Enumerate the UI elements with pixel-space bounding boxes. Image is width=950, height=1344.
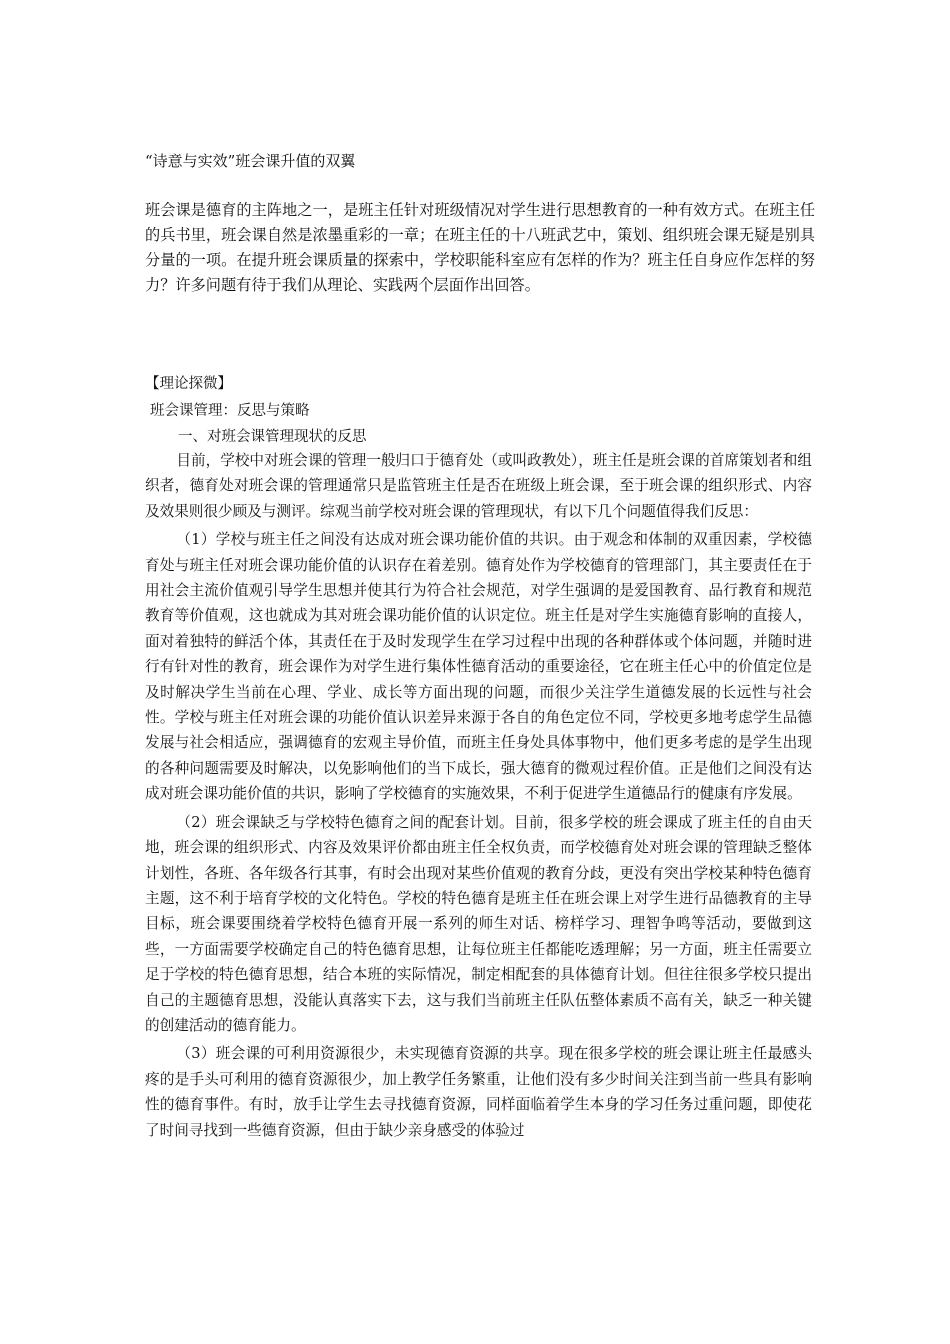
- section-subtitle: 班会课管理：反思与策略: [150, 403, 310, 419]
- body-paragraph: （2）班会课缺乏与学校特色德育之间的配套计划。目前，很多学校的班会课成了班主任的自由天地，班会课的组织形式、内容及效果评价都由班主任全权负责，而学校德育处对班会课的管理缺乏整体计划性，各班、各年级各行其事，有时会出现对某些价值观的教育分歧，更没有突出学校某种特色德育主题，这不利于培育学校的文化特色。学校的特色德育是班主任在班会课上对学生进行品德教育的主导目标，班会课要围绕着学校特色德育开展一系列的师生对话、榜样学习、理智争鸣等活动，要做到这些，一方面需要学校确定自己的特色德育思想，让每位班主任都能吃透理解；另一方面，班主任需要立足于学校的特色德育思想，结合本班的实际情况，制定相配套的具体德育计划。但往往很多学校只提出自己的主题德育思想，没能认真落实下去，这与我们当前班主任队伍整体素质不高有关，缺乏一种关键的创建活动的德育能力。: [145, 813, 812, 1034]
- document-title: “诗意与实效”班会课升值的双翼: [145, 152, 356, 170]
- body-paragraph: （3）班会课的可利用资源很少，未实现德育资源的共享。现在很多学校的班会课让班主任最感头疼的是手头可利用的德育资源很少，加上教学任务繁重，让他们没有多少时间关注到当前一些具有影响性的德育事件。有时，放手让学生去寻找德育资源，同样面临着学生本身的学习任务过重问题，即使花了时间寻找到一些德育资源，但由于缺少亲身感受的体验过: [145, 1045, 812, 1139]
- section-heading: 一、对班会课管理现状的反思: [178, 429, 367, 445]
- section-tag: 【理论探微】: [145, 376, 232, 392]
- body-paragraph: 目前，学校中对班会课的管理一般归口于德育处（或叫政教处），班主任是班会课的首席策划者和组织者，德育处对班会课的管理通常只是监管班主任是否在班级上班会课，至于班会课的组织形式、内容及效果则很少顾及与测评。综观当前学校对班会课的管理现状，有以下几个问题值得我们反思：: [145, 452, 812, 520]
- intro-paragraph: 班会课是德育的主阵地之一，是班主任针对班级情况对学生进行思想教育的一种有效方式。在班主任的兵书里，班会课自然是浓墨重彩的一章；在班主任的十八班武艺中，策划、组织班会课无疑是别具分量的一项。在提升班会课质量的探索中，学校职能科室应有怎样的作为？班主任自身应作怎样的努力？许多问题有待于我们从理论、实践两个层面作出回答。: [145, 201, 815, 294]
- intro-section: [145, 198, 815, 298]
- body-text: [145, 448, 812, 1143]
- body-paragraph: （1）学校与班主任之间没有达成对班会课功能价值的共识。由于观念和体制的双重因素，学校德育处与班主任对班会课功能价值的认识存在着差别。德育处作为学校德育的管理部门，其主要责任在于用社会主流价值观引导学生思想并使其行为符合社会规范，对学生强调的是爱国教育、品行教育和规范教育等价值观，这也就成为其对班会课功能价值的认识定位。班主任是对学生实施德育影响的直接人，面对着独特的鲜活个体，其责任在于及时发现学生在学习过程中出现的各种群体或个体问题，并随时进行有针对性的教育，班会课作为对学生进行集体性德育活动的重要途径，它在班主任心中的价值定位是及时解决学生当前在心理、学业、成长等方面出现的问题，而很少关注学生道德发展的长远性与社会性。学校与班主任对班会课的功能价值认识差异来源于各自的角色定位不同，学校更多地考虑学生品德发展与社会相适应，强调德育的宏观主导价值，而班主任身处具体事物中，他们更多考虑的是学生出现的各种问题需要及时解决，以免影响他们的当下成长，强大德育的微观过程价值。正是他们之间没有达成对班会课功能价值的共识，影响了学校德育的实施效果，不利于促进学生道德品行的健康有序发展。: [145, 531, 812, 803]
